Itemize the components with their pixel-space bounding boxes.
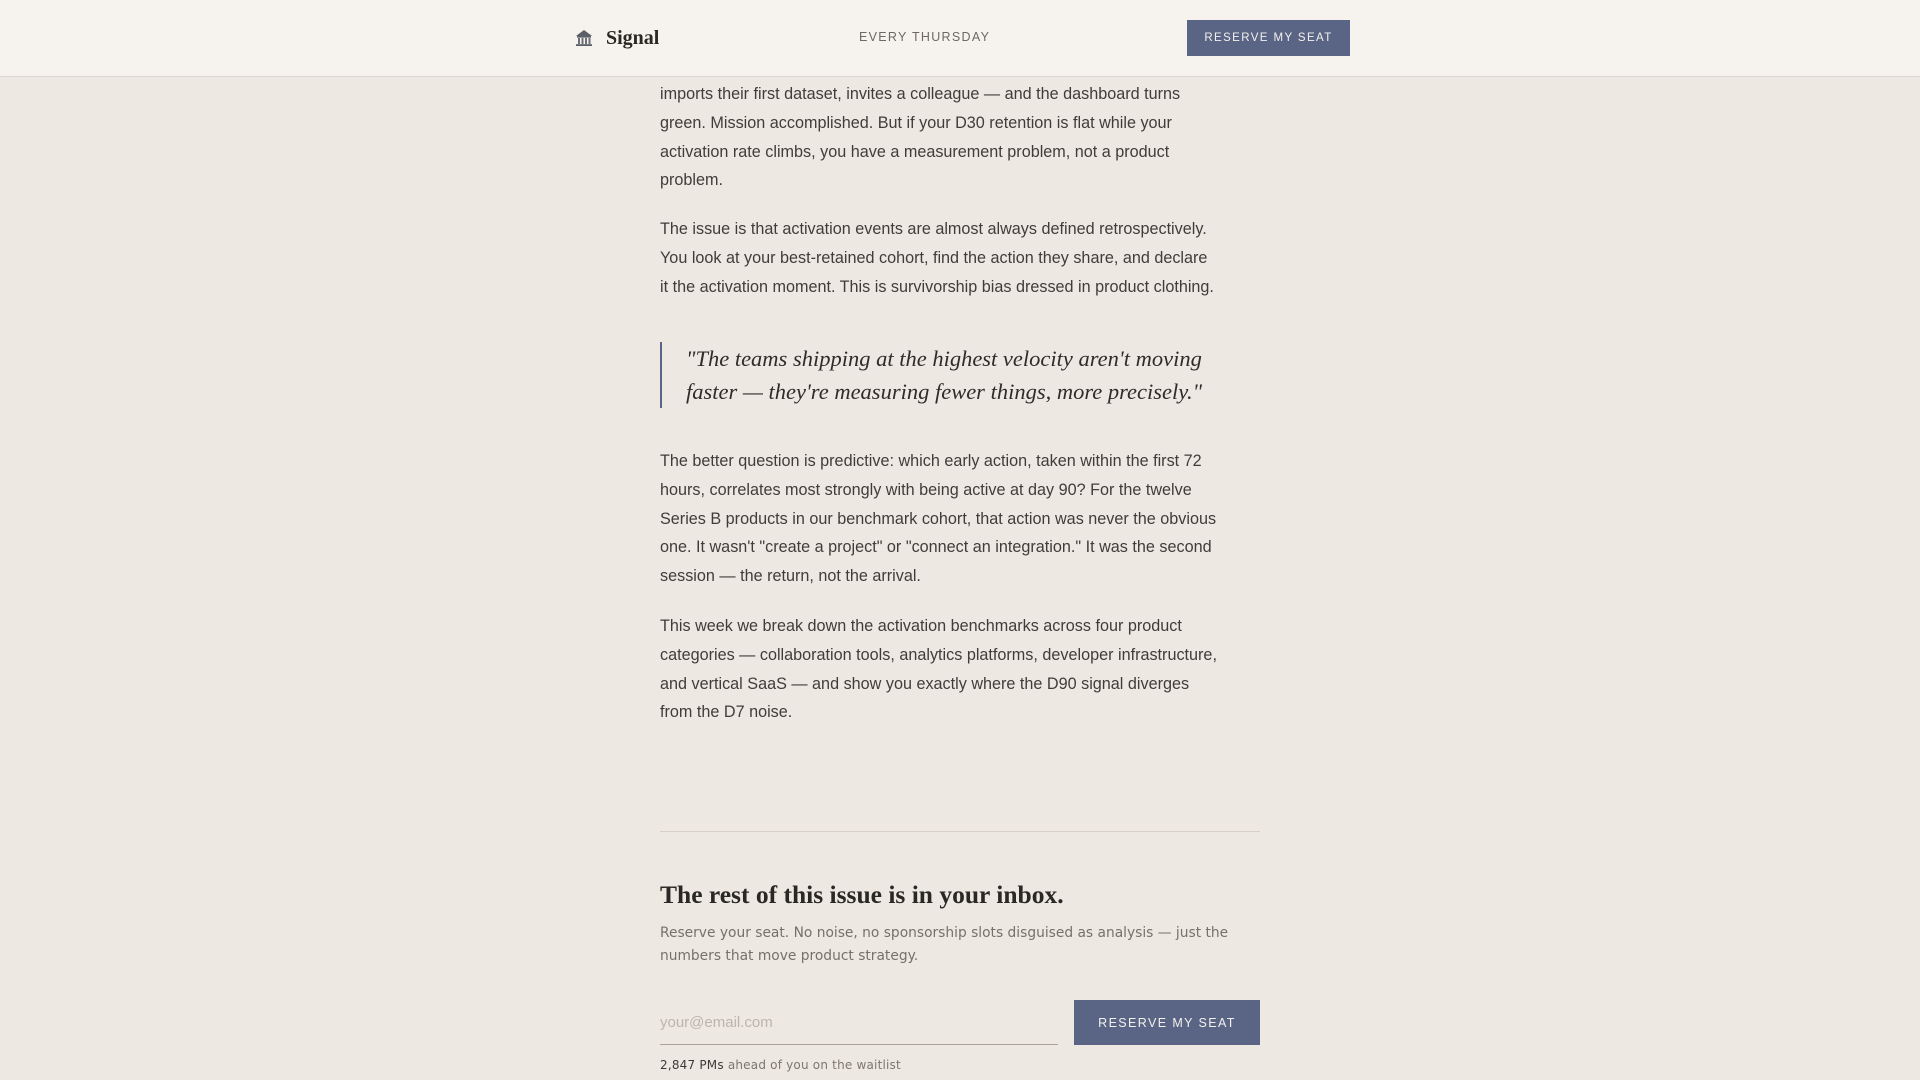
building-icon: [574, 28, 594, 48]
pull-quote: "The teams shipping at the highest velocity aren't moving faster — they're measuring fewer things, more precisely.": [660, 342, 1220, 408]
waitlist-note: [660, 1058, 901, 1072]
article-paragraph: The better question is predictive: which early action, taken within the first 72 hours, correlates most strongly with being active at day 90? For the twelve Series B products in our benchmark cohort, that action was never the obvious one. It wasn't "create a project" or "connect an integration." It was the second session — the return, not the arrival.: [660, 452, 1217, 586]
reserve-seat-button[interactable]: RESERVE MY SEAT: [1074, 1000, 1260, 1045]
waitlist-count: 2,847 PMs: [660, 1058, 724, 1072]
paywall-description: Reserve your seat. No noise, no sponsorship slots disguised as analysis — just the numbers that move product strategy.: [660, 925, 1229, 964]
article-paragraph: imports their first dataset, invites a colleague — and the dashboard turns green. Mission accomplished. But if your D30 retention is flat while your activation rate climbs, you have a measurement problem, not a product problem.: [660, 85, 1181, 190]
brand-logo-link[interactable]: [574, 26, 659, 50]
section-divider: [660, 831, 1260, 832]
article-paragraph: This week we break down the activation benchmarks across four product categories — collaboration tools, analytics platforms, developer infrastructure, and vertical SaaS — and show you exactly where the D90 signal diverges from the D7 noise.: [660, 617, 1217, 722]
site-header: [0, 0, 1920, 77]
article-paragraph: The issue is that activation events are almost always defined retrospectively. You look at your best-retained cohort, find the action they share, and declare it the activation moment. This is survivorship bias dressed in product clothing.: [660, 220, 1214, 296]
email-input[interactable]: [660, 1000, 1058, 1045]
header-reserve-seat-button[interactable]: RESERVE MY SEAT: [1187, 20, 1350, 56]
publish-cadence: EVERY THURSDAY: [859, 30, 991, 44]
paywall-title: The rest of this issue is in your inbox.: [660, 880, 1064, 909]
waitlist-text: ahead of you on the waitlist: [727, 1058, 901, 1072]
brand-name: Signal: [606, 26, 660, 49]
